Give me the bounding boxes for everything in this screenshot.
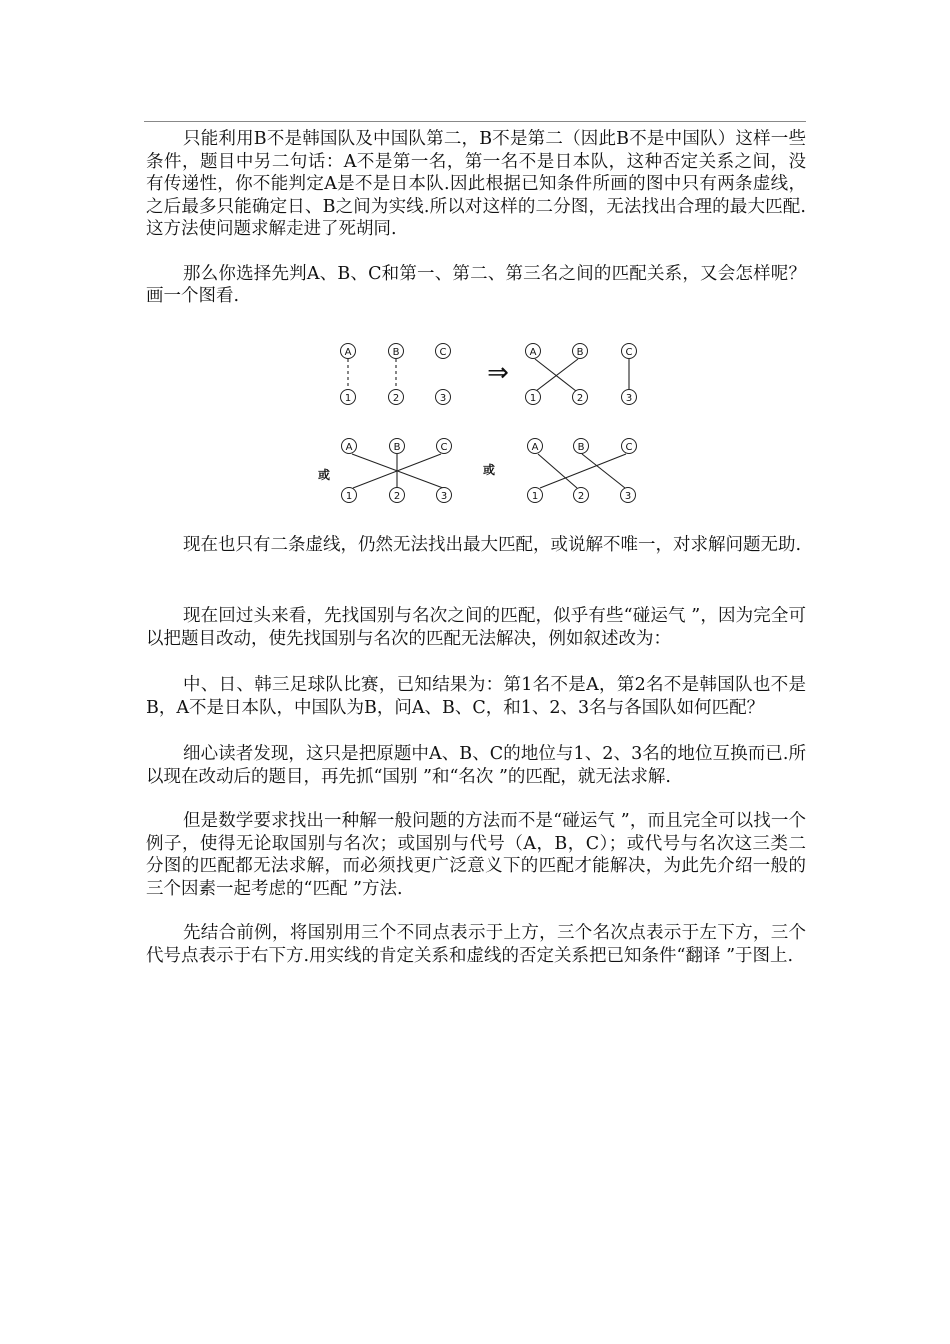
paragraph-3: 现在也只有二条虚线，仍然无法找出最大匹配，或说解不唯一，对求解问题无助.	[183, 534, 802, 555]
edge-a2b	[538, 454, 577, 488]
edge-b1	[536, 359, 578, 391]
label-c: C	[439, 346, 447, 358]
paragraph-2: 那么你选择先判A、B、C和第一、第二、第三名之间的匹配关系，又会怎样呢？画一个图看.	[146, 263, 806, 306]
label-b: B	[392, 346, 400, 358]
label-c: C	[625, 441, 633, 453]
or-label-1: 或	[317, 467, 331, 482]
label-3: 3	[624, 490, 632, 502]
label-a: A	[529, 346, 537, 358]
label-1: 1	[529, 392, 537, 404]
label-a: A	[531, 441, 539, 453]
implies-arrow: ⇒	[487, 357, 509, 388]
label-2: 2	[393, 490, 401, 502]
label-c: C	[440, 441, 448, 453]
edge-c1b	[540, 454, 626, 488]
label-b: B	[576, 346, 584, 358]
label-2: 2	[577, 490, 585, 502]
label-c: C	[625, 346, 633, 358]
label-1: 1	[531, 490, 539, 502]
paragraph-7: 但是数学要求找出一种解一般问题的方法而不是“碰运气 ”，而且完全可以找一个例子，使得无论取国别与名次；或国别与代号（A，B，C）；或代号与名次这三类二分图的匹配都无法求解，而必须找更广泛意义下的匹配才能解决，为此先介绍一般的三个因素一起考虑的“匹配 ”方法.	[146, 811, 806, 899]
header-rule	[144, 121, 806, 122]
paragraph-8: 先结合前例，将国别用三个不同点表示于上方，三个名次点表示于左下方，三个代号点表示于右下方.用实线的肯定关系和虚线的否定关系把已知条件“翻译 ”于图上.	[146, 923, 806, 966]
label-a: A	[345, 441, 353, 453]
paragraph-1: 只能利用B不是韩国队及中国队第二，B不是第二（因此B不是中国队）这样一些条件，题目中另二句话：A不是第一名，第一名不是日本队，这种否定关系之间，没有传递性，你不能判定A是不是日本队.因此根据已知条件所画的图中只有两条虚线，之后最多只能确定日、B之间为实线.所以对这样的二分图，无法找出合理的最大匹配.这方法使问题求解走进了死胡同.	[146, 129, 806, 239]
edge-b3	[582, 454, 625, 488]
paragraph-6: 细心读者发现，这只是把原题中A、B、C的地位与1、2、3名的地位互换而已.所以现在改动后的题目，再先抓“国别 ”和“名次 ”的匹配，就无法求解.	[146, 744, 806, 787]
or-label-2: 或	[482, 462, 496, 477]
label-b: B	[393, 441, 401, 453]
paragraph-5: 中、日、韩三足球队比赛，已知结果为：第1名不是A，第2名不是韩国队也不是B，A不是日本队，中国队为B，问A、B、C，和1、2、3名与各国队如何匹配？	[146, 675, 806, 718]
matching-diagram	[146, 334, 806, 514]
label-2: 2	[576, 392, 584, 404]
matching-figure	[146, 334, 806, 514]
label-1: 1	[345, 490, 353, 502]
edge-a2	[535, 359, 576, 391]
paragraph-4: 现在回过头来看，先找国别与名次之间的匹配，似乎有些“碰运气 ”，因为完全可以把题目改动，使先找国别与名次的匹配无法解决，例如叙述改为：	[146, 606, 806, 649]
label-2: 2	[392, 392, 400, 404]
label-3: 3	[625, 392, 633, 404]
label-3: 3	[440, 490, 448, 502]
document-page	[146, 128, 806, 967]
label-1: 1	[344, 392, 352, 404]
label-a: A	[344, 346, 352, 358]
label-3: 3	[439, 392, 447, 404]
label-b: B	[577, 441, 585, 453]
